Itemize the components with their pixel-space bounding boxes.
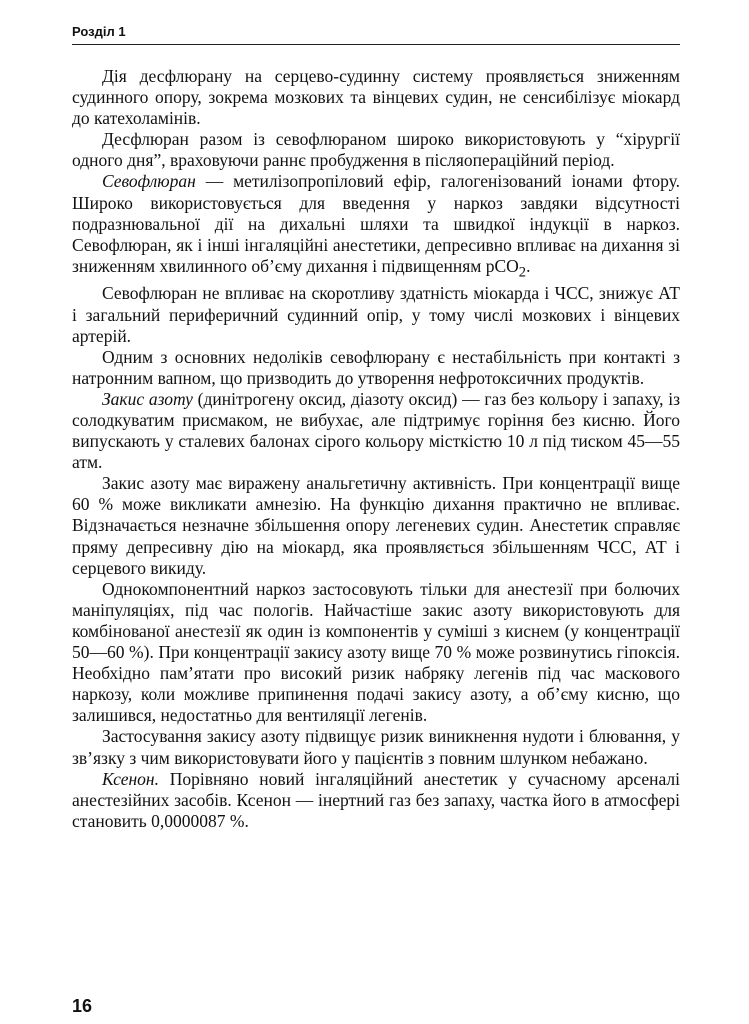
term-sevoflurane: Севофлюран	[102, 171, 196, 192]
paragraph-text: Порівняно новий інгаляційний анестетик у сучасному арсеналі анестезійних засобів. Ксенон — інертний газ без запаху, частка його в атмосфері становить 0,0000087 %.	[72, 768, 680, 831]
paragraph-10	[72, 769, 680, 832]
term-nitrous-oxide: Закис азоту	[102, 388, 193, 409]
paragraph-7	[72, 473, 680, 578]
paragraph-6	[72, 389, 680, 473]
paragraph-text: Десфлюран разом із севофлюраном широко використовують у “хірургії одного дня”, враховуючи раннє пробудження в післяопераційний період.	[72, 129, 680, 171]
paragraph-2	[72, 129, 680, 171]
subscript: 2	[518, 264, 527, 281]
page-number: 16	[72, 996, 93, 1016]
paragraph-8	[72, 579, 680, 727]
page-body	[72, 66, 680, 832]
paragraph-9	[72, 726, 680, 768]
paragraph-3	[72, 171, 680, 283]
term-xenon: Ксенон.	[102, 768, 159, 789]
paragraph-text: (динітрогену оксид, діазоту оксид) — газ без кольору і запаху, із солодкуватим присмаком, не вибухає, але підтримує горіння без кисню. Його випускають у сталевих балонах сірого кольору місткістю 10 л під тиском 45—55 атм.	[72, 388, 681, 473]
paragraph-text: Закис азоту має виражену анальгетичну активність. При концентрації вище 60 % може викликати амнезію. На функцію дихання практично не впливає. Відзначається незначне збільшення опору легеневих судин. Анестетик справляє пряму депресивну дію на міокард, яка проявляється збільшенням ЧСС, АТ і серцевого викиду.	[72, 473, 680, 578]
paragraph-1	[72, 66, 680, 129]
paragraph-text: Застосування закису азоту підвищує ризик виникнення нудоти і блювання, у зв’язку з чим використовувати його у пацієнтів з повним шлунком небажано.	[72, 726, 680, 768]
paragraph-text: Однокомпонентний наркоз застосовують тільки для анестезії при болючих маніпуляціях, під час пологів. Найчастіше закис азоту використовують для комбінованої анестезії як один із компонентів у суміші з киснем (у концентрації 50—60 %). При концентрації закису азоту вище 70 % може розвинутись гіпоксія. Необхідно пам’ятати про високий ризик набряку легенів під час маскового наркозу, коли можливе припинення подачі закису азоту, а об’єму кисню, що залишився, недостатньо для вентиляції легенів.	[72, 578, 680, 726]
section-title: Розділ 1	[72, 24, 126, 39]
running-header	[72, 22, 680, 45]
paragraph-5	[72, 347, 680, 389]
paragraph-text: Одним з основних недоліків севофлюрану є нестабільність при контакті з натронним вапном, що призводить до утворення нефротоксичних продуктів.	[72, 346, 680, 388]
paragraph-tail: .	[526, 255, 531, 276]
paragraph-4	[72, 283, 680, 346]
paragraph-text: Севофлюран не впливає на скоротливу здатність міокарда і ЧСС, знижує АТ і загальний периферичний судинний опір, у тому числі мозкових і вінцевих артерій.	[72, 283, 680, 346]
paragraph-text: Дія десфлюрану на серцево-судинну систему проявляється зниженням судинного опору, зокрема мозкових та вінцевих судин, не сенсибілізує міокард до катехоламінів.	[72, 66, 680, 129]
paragraph-text: — метилізопропіловий ефір, галогенізований іонами фтору. Широко використовується для введення у наркоз завдяки відсутності подразнювальної дії на дихальні шляхи та швидкої індукції в наркоз. Севофлюран, як і інші інгаляційні анестетики, депресивно впливає на дихання зі зниженням хвилинного об’єму дихання і підвищенням pCO	[72, 171, 680, 276]
